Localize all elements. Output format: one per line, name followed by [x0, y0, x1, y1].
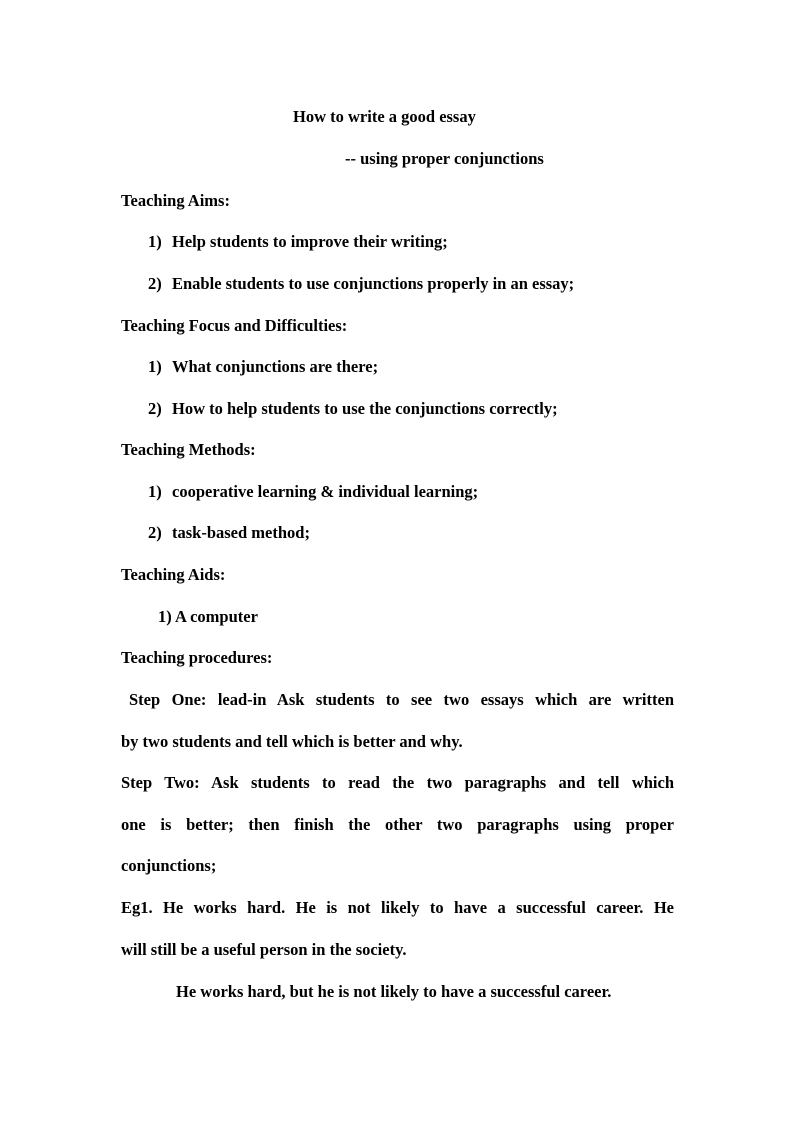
focus-item-2	[148, 399, 558, 419]
aims-item-2	[148, 274, 574, 294]
aids-item: 1) A computer	[158, 607, 258, 626]
step-two-line: conjunctions;	[121, 856, 217, 875]
list-number: 1)	[148, 482, 162, 501]
focus-item-1	[148, 357, 378, 377]
list-number: 2)	[148, 274, 162, 293]
example-answer: He works hard, but he is not likely to have a successful career.	[176, 982, 612, 1001]
step-one-line: by two students and tell which is better and why.	[121, 732, 463, 751]
list-number: 2)	[148, 523, 162, 542]
methods-item-2	[148, 523, 310, 543]
aims-item-1	[148, 232, 448, 252]
list-number: 1)	[148, 357, 162, 376]
list-text: cooperative learning & individual learning;	[172, 482, 479, 501]
focus-heading: Teaching Focus and Difficulties:	[121, 316, 348, 335]
list-text: What conjunctions are there;	[172, 357, 379, 376]
step-two-line: one is better; then finish the other two paragraphs using proper	[121, 815, 674, 834]
list-number: 2)	[148, 399, 162, 418]
procedures-heading: Teaching procedures:	[121, 648, 273, 667]
methods-heading: Teaching Methods:	[121, 440, 256, 459]
methods-item-1	[148, 482, 478, 502]
list-text: Help students to improve their writing;	[172, 232, 448, 251]
list-text: task-based method;	[172, 523, 310, 542]
aids-heading: Teaching Aids:	[121, 565, 226, 584]
list-text: How to help students to use the conjunctions correctly;	[172, 399, 558, 418]
document-subtitle: -- using proper conjunctions	[345, 149, 544, 168]
list-text: Enable students to use conjunctions properly in an essay;	[172, 274, 575, 293]
aims-heading: Teaching Aims:	[121, 191, 230, 210]
document-title: How to write a good essay	[293, 107, 476, 126]
step-two-line: Step Two: Ask students to read the two paragraphs and tell which	[121, 773, 674, 792]
step-one-line: Step One: lead-in Ask students to see two essays which are written	[129, 690, 674, 709]
example-line: Eg1. He works hard. He is not likely to have a successful career. He	[121, 898, 674, 917]
list-number: 1)	[148, 232, 162, 251]
example-line: will still be a useful person in the society.	[121, 940, 407, 959]
